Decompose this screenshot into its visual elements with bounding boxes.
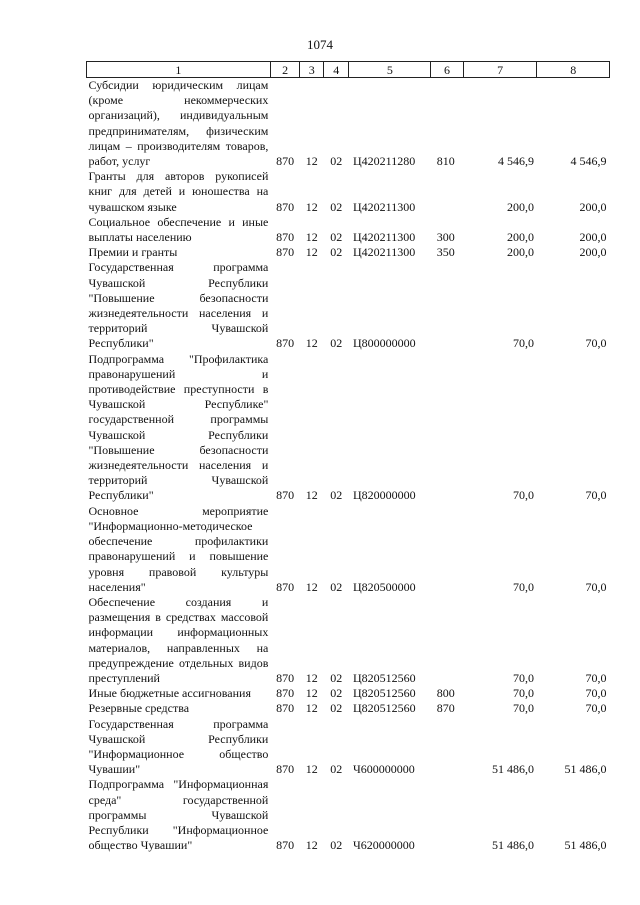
col-amount-2: 200,0: [579, 199, 607, 214]
col-section: 12: [305, 762, 318, 777]
col-subsection: 02: [330, 154, 343, 169]
row-name: Премии и гранты: [88, 245, 178, 260]
col-target-article: Ц800000000: [352, 336, 416, 351]
col-amount-1: 200,0: [506, 245, 534, 260]
col-expense-type: [431, 260, 464, 351]
table-row: [87, 504, 610, 595]
column-header: 7: [463, 62, 537, 78]
col-ministry: 870: [276, 686, 295, 701]
col-subsection: 02: [330, 579, 343, 594]
table-row: [87, 686, 610, 701]
budget-table: [86, 61, 610, 853]
col-ministry: 870: [276, 199, 295, 214]
col-target-article: Ц820000000: [352, 488, 416, 503]
col-amount-2: 70,0: [585, 579, 607, 594]
col-ministry: 870: [276, 245, 295, 260]
col-amount-1: 51 486,0: [491, 838, 534, 853]
col-section: 12: [305, 245, 318, 260]
col-amount-2: 70,0: [585, 701, 607, 716]
table-row: [87, 595, 610, 686]
col-target-article: Ч620000000: [352, 838, 415, 853]
col-target-article: Ц420211300: [352, 199, 416, 214]
col-target-article: Ц820512560: [352, 686, 416, 701]
column-header: 1: [87, 62, 271, 78]
col-amount-2: 70,0: [585, 488, 607, 503]
col-expense-type: 870: [436, 701, 455, 716]
col-target-article: Ц420211300: [352, 230, 416, 245]
col-subsection: 02: [330, 701, 343, 716]
col-target-article: Ц820512560: [352, 670, 416, 685]
row-name: Обеспечение создания и размещения в средствах массовой информации информационных материалов, направленных на предупреждение отдельных видов преступлений: [88, 594, 269, 685]
col-expense-type: 810: [436, 154, 455, 169]
col-ministry: 870: [276, 336, 295, 351]
col-subsection: 02: [330, 762, 343, 777]
col-section: 12: [305, 154, 318, 169]
col-amount-2: 200,0: [579, 245, 607, 260]
table-row: [87, 717, 610, 778]
column-header: 6: [431, 62, 464, 78]
col-ministry: 870: [276, 488, 295, 503]
col-expense-type: [431, 504, 464, 595]
table-row: [87, 78, 610, 170]
col-section: 12: [305, 199, 318, 214]
col-amount-1: 70,0: [512, 686, 534, 701]
col-expense-type: 800: [436, 686, 455, 701]
col-subsection: 02: [330, 199, 343, 214]
col-target-article: Ц420211300: [352, 245, 416, 260]
col-target-article: Ц820512560: [352, 701, 416, 716]
col-expense-type: 350: [436, 245, 455, 260]
col-amount-1: 70,0: [512, 670, 534, 685]
col-expense-type: 300: [436, 230, 455, 245]
col-subsection: 02: [330, 245, 343, 260]
column-header: 5: [349, 62, 431, 78]
col-amount-1: 70,0: [512, 488, 534, 503]
table-row: [87, 169, 610, 215]
col-ministry: 870: [276, 762, 295, 777]
col-subsection: 02: [330, 230, 343, 245]
column-header: 2: [270, 62, 300, 78]
table-row: [87, 777, 610, 853]
table-row: [87, 215, 610, 245]
col-ministry: 870: [276, 579, 295, 594]
col-section: 12: [305, 686, 318, 701]
col-target-article: Ц420211280: [352, 154, 416, 169]
col-amount-2: 70,0: [585, 336, 607, 351]
col-amount-2: 200,0: [579, 230, 607, 245]
col-subsection: 02: [330, 686, 343, 701]
col-section: 12: [305, 838, 318, 853]
row-name: Иные бюджетные ассигнования: [88, 686, 251, 701]
row-name: Государственная программа Чувашской Республики "Информационное общество Чувашии": [88, 716, 269, 777]
col-amount-1: 200,0: [506, 199, 534, 214]
row-name: Социальное обеспечение и иные выплаты населению: [88, 214, 269, 245]
column-header: 4: [323, 62, 349, 78]
col-section: 12: [305, 701, 318, 716]
col-subsection: 02: [330, 488, 343, 503]
col-expense-type: [431, 717, 464, 778]
col-section: 12: [305, 579, 318, 594]
page-number: 1074: [307, 37, 333, 52]
row-name: Резервные средства: [88, 701, 190, 716]
col-subsection: 02: [330, 336, 343, 351]
col-amount-2: 70,0: [585, 670, 607, 685]
col-amount-2: 51 486,0: [564, 762, 607, 777]
table-row: [87, 245, 610, 260]
col-amount-1: 70,0: [512, 336, 534, 351]
row-name: Основное мероприятие "Информационно-методическое обеспечение профилактики правонарушений и повышение уровня правовой культуры населения": [88, 503, 269, 594]
col-expense-type: [431, 595, 464, 686]
col-expense-type: [431, 777, 464, 853]
col-ministry: 870: [276, 230, 295, 245]
col-subsection: 02: [330, 838, 343, 853]
table-row: [87, 260, 610, 351]
table-header-row: [87, 62, 610, 78]
col-target-article: Ч600000000: [352, 762, 415, 777]
table-body: [87, 78, 610, 854]
table-row: [87, 701, 610, 716]
col-section: 12: [305, 670, 318, 685]
col-section: 12: [305, 230, 318, 245]
col-amount-1: 70,0: [512, 579, 534, 594]
col-expense-type: [431, 169, 464, 215]
row-name: Подпрограмма "Профилактика правонарушений и противодействие преступности в Чувашской Республике" государственной программы Чувашской Республики "Повышение безопасности жизнедеятельности населения и территорий Чувашской Республики": [88, 351, 269, 503]
col-ministry: 870: [276, 154, 295, 169]
table-row: [87, 352, 610, 504]
col-amount-2: 51 486,0: [564, 838, 607, 853]
column-header: 3: [300, 62, 323, 78]
col-amount-1: 200,0: [506, 230, 534, 245]
col-amount-2: 4 546,9: [570, 154, 607, 169]
col-ministry: 870: [276, 838, 295, 853]
row-name: Субсидии юридическим лицам (кроме некоммерческих организаций), индивидуальным предпринимателям, физическим лицам – производителям товаров, работ, услуг: [88, 78, 269, 169]
col-subsection: 02: [330, 670, 343, 685]
col-section: 12: [305, 488, 318, 503]
row-name: Государственная программа Чувашской Республики "Повышение безопасности жизнедеятельности населения и территорий Чувашской Республики": [88, 260, 269, 351]
row-name: Подпрограмма "Информационная среда" государственной программы Чувашской Республики "Информационное общество Чувашии": [88, 777, 269, 853]
col-amount-1: 4 546,9: [497, 154, 534, 169]
col-ministry: 870: [276, 701, 295, 716]
col-amount-2: 70,0: [585, 686, 607, 701]
col-amount-1: 51 486,0: [491, 762, 534, 777]
col-ministry: 870: [276, 670, 295, 685]
col-amount-1: 70,0: [512, 701, 534, 716]
column-header: 8: [537, 62, 610, 78]
col-target-article: Ц820500000: [352, 579, 416, 594]
row-name: Гранты для авторов рукописей книг для детей и юношества на чувашском языке: [88, 169, 269, 214]
col-section: 12: [305, 336, 318, 351]
col-expense-type: [431, 352, 464, 504]
